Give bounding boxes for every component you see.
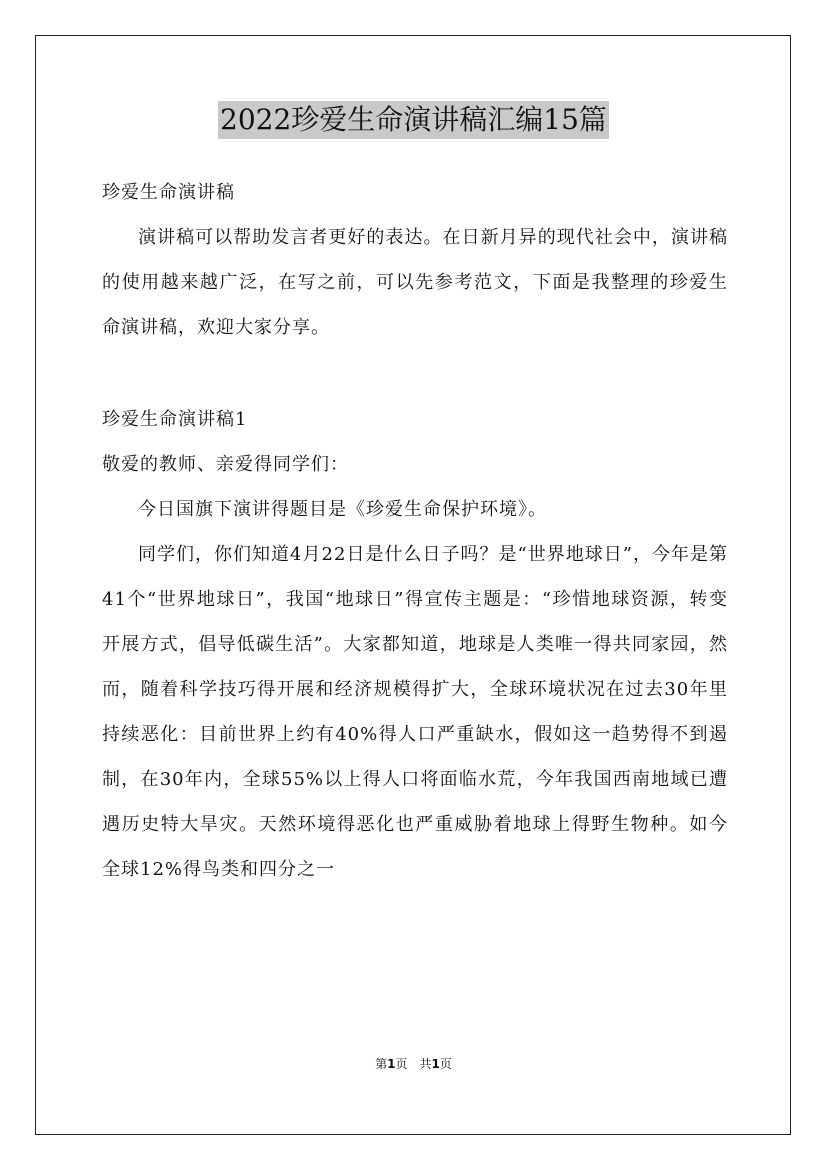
greeting: 敬爱的教师、亲爱得同学们： — [102, 454, 349, 475]
subtitle: 珍爱生命演讲稿 — [102, 182, 235, 203]
page-prefix: 第 — [375, 1057, 388, 1071]
page-footer — [0, 1056, 827, 1072]
body-paragraph-1: 今日国旗下演讲得题目是《珍爱生命保护环境》。 — [138, 499, 547, 520]
intro-paragraph: 演讲稿可以帮助发言者更好的表达。在日新月异的现代社会中，演讲稿的使用越来越广泛，在写之前，可以先参考范文，下面是我整理的珍爱生命演讲稿，欢迎大家分享。 — [102, 227, 728, 338]
document-title: 2022珍爱生命演讲稿汇编15篇 — [218, 101, 609, 139]
title-container — [0, 101, 827, 139]
paragraph-gap — [102, 350, 728, 397]
body-paragraph-2: 同学们，你们知道4月22日是什么日子吗？是“世界地球日”，今年是第41个“世界地球日”，我国“地球日”得宣传主题是：“珍惜地球资源，转变开展方式，倡导低碳生活”。大家都知道，地球是人类唯一得共同家园，然而，随着科学技巧得开展和经济规模得扩大，全球环境状况在过去30年里持续恶化：目前世界上约有40%得人口严重缺水，假如这一趋势得不到遏制，在30年内，全球55%以上得人口将面临水荒，今年我国西南地域已遭遇历史特大旱灾。天然环境得恶化也严重威胁着地球上得野生物种。如今全球12%得鸟类和四分之一 — [102, 544, 728, 880]
page-number: 1 — [387, 1057, 396, 1071]
page-total: 1 — [431, 1057, 440, 1071]
document-body — [102, 170, 728, 892]
total-prefix: 共 — [419, 1057, 432, 1071]
page-suffix: 页 — [395, 1057, 408, 1071]
section-heading: 珍爱生命演讲稿1 — [102, 409, 248, 430]
total-suffix: 页 — [439, 1057, 452, 1071]
